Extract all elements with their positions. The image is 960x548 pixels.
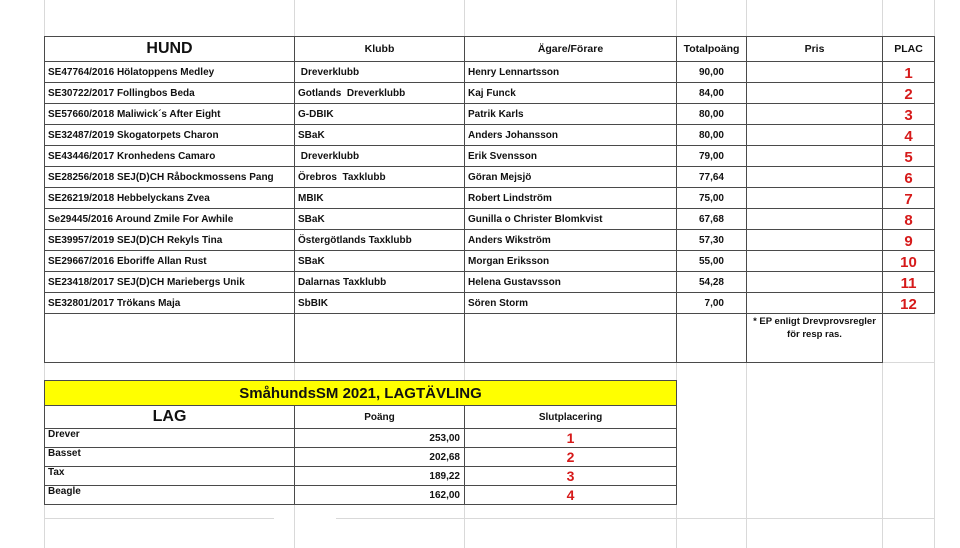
total-points: 80,00 — [677, 125, 747, 146]
empty-cell — [45, 314, 295, 363]
footer-row — [45, 314, 935, 363]
total-points: 84,00 — [677, 83, 747, 104]
placement: 4 — [883, 125, 935, 146]
placement: 2 — [883, 83, 935, 104]
col-header-pris: Pris — [747, 37, 883, 62]
placement: 6 — [883, 167, 935, 188]
table-row — [45, 209, 935, 230]
team-name: Drever — [45, 429, 295, 448]
prize-cell — [747, 188, 883, 209]
header-row — [45, 37, 935, 62]
placement: 1 — [883, 62, 935, 83]
team-points: 162,00 — [295, 486, 465, 505]
dog-name: SE28256/2018 SEJ(D)CH Råbockmossens Pang — [45, 167, 295, 188]
prize-cell — [747, 209, 883, 230]
team-placement: 4 — [465, 486, 677, 505]
dog-name: SE32801/2017 Trökans Maja — [45, 293, 295, 314]
prize-note: * EP enligt Drevprovsregler för resp ras. — [747, 314, 883, 363]
table-row — [45, 230, 935, 251]
placement: 12 — [883, 293, 935, 314]
empty-cell — [465, 314, 677, 363]
team-name: Tax — [45, 467, 295, 486]
col-header-slutplacering: Slutplacering — [465, 406, 677, 429]
placement: 3 — [883, 104, 935, 125]
club: SBaK — [295, 251, 465, 272]
owner: Helena Gustavsson — [465, 272, 677, 293]
col-header-plac: PLAC — [883, 37, 935, 62]
dog-name: SE47764/2016 Hölatoppens Medley — [45, 62, 295, 83]
total-points: 80,00 — [677, 104, 747, 125]
team-row — [45, 467, 677, 486]
table-row — [45, 251, 935, 272]
table-row — [45, 188, 935, 209]
table-row — [45, 272, 935, 293]
club: Gotlands Dreverklubb — [295, 83, 465, 104]
team-competition-title: SmåhundsSM 2021, LAGTÄVLING — [45, 381, 677, 406]
col-header-poang: Poäng — [295, 406, 465, 429]
team-placement: 2 — [465, 448, 677, 467]
dog-name: SE23418/2017 SEJ(D)CH Mariebergs Unik — [45, 272, 295, 293]
team-row — [45, 448, 677, 467]
club: MBIK — [295, 188, 465, 209]
table-row — [45, 104, 935, 125]
dog-name: Se29445/2016 Around Zmile For Awhile — [45, 209, 295, 230]
empty-cell — [883, 314, 935, 363]
team-name: Basset — [45, 448, 295, 467]
club: SbBIK — [295, 293, 465, 314]
col-header-totalpoang: Totalpoäng — [677, 37, 747, 62]
dog-name: SE57660/2018 Maliwick´s After Eight — [45, 104, 295, 125]
table-row — [45, 83, 935, 104]
dog-results-table — [44, 36, 935, 363]
prize-cell — [747, 125, 883, 146]
team-points: 189,22 — [295, 467, 465, 486]
prize-cell — [747, 251, 883, 272]
prize-cell — [747, 272, 883, 293]
placement: 7 — [883, 188, 935, 209]
prize-cell — [747, 293, 883, 314]
team-results-table — [44, 380, 677, 505]
team-name: Beagle — [45, 486, 295, 505]
club: Dreverklubb — [295, 146, 465, 167]
owner: Göran Mejsjö — [465, 167, 677, 188]
table-row — [45, 293, 935, 314]
owner: Patrik Karls — [465, 104, 677, 125]
col-header-hund: HUND — [45, 37, 295, 62]
owner: Anders Wikström — [465, 230, 677, 251]
total-points: 90,00 — [677, 62, 747, 83]
club: Dalarnas Taxklubb — [295, 272, 465, 293]
owner: Gunilla o Christer Blomkvist — [465, 209, 677, 230]
placement: 9 — [883, 230, 935, 251]
owner: Anders Johansson — [465, 125, 677, 146]
dog-name: SE29667/2016 Eboriffe Allan Rust — [45, 251, 295, 272]
team-points: 253,00 — [295, 429, 465, 448]
total-points: 75,00 — [677, 188, 747, 209]
dog-name: SE39957/2019 SEJ(D)CH Rekyls Tina — [45, 230, 295, 251]
total-points: 77,64 — [677, 167, 747, 188]
owner: Erik Svensson — [465, 146, 677, 167]
dog-name: SE32487/2019 Skogatorpets Charon — [45, 125, 295, 146]
prize-cell — [747, 167, 883, 188]
placement: 10 — [883, 251, 935, 272]
prize-cell — [747, 104, 883, 125]
team-placement: 1 — [465, 429, 677, 448]
prize-cell — [747, 230, 883, 251]
col-header-agare: Ägare/Förare — [465, 37, 677, 62]
dog-name: SE43446/2017 Kronhedens Camaro — [45, 146, 295, 167]
dog-name: SE26219/2018 Hebbelyckans Zvea — [45, 188, 295, 209]
prize-cell — [747, 146, 883, 167]
table-row — [45, 167, 935, 188]
total-points: 7,00 — [677, 293, 747, 314]
total-points: 57,30 — [677, 230, 747, 251]
empty-cell — [677, 314, 747, 363]
dog-name: SE30722/2017 Follingbos Beda — [45, 83, 295, 104]
placement: 8 — [883, 209, 935, 230]
team-header-row — [45, 406, 677, 429]
club: Dreverklubb — [295, 62, 465, 83]
placement: 5 — [883, 146, 935, 167]
total-points: 55,00 — [677, 251, 747, 272]
total-points: 54,28 — [677, 272, 747, 293]
owner: Sören Storm — [465, 293, 677, 314]
table-row — [45, 62, 935, 83]
prize-cell — [747, 83, 883, 104]
club: Örebros Taxklubb — [295, 167, 465, 188]
total-points: 79,00 — [677, 146, 747, 167]
club: Östergötlands Taxklubb — [295, 230, 465, 251]
club: SBaK — [295, 209, 465, 230]
empty-cell — [295, 314, 465, 363]
owner: Kaj Funck — [465, 83, 677, 104]
total-points: 67,68 — [677, 209, 747, 230]
owner: Robert Lindström — [465, 188, 677, 209]
team-row — [45, 429, 677, 448]
placement: 11 — [883, 272, 935, 293]
team-points: 202,68 — [295, 448, 465, 467]
owner: Morgan Eriksson — [465, 251, 677, 272]
team-row — [45, 486, 677, 505]
team-placement: 3 — [465, 467, 677, 486]
col-header-klubb: Klubb — [295, 37, 465, 62]
table-row — [45, 125, 935, 146]
table-row — [45, 146, 935, 167]
owner: Henry Lennartsson — [465, 62, 677, 83]
col-header-lag: LAG — [45, 406, 295, 429]
club: SBaK — [295, 125, 465, 146]
club: G-DBIK — [295, 104, 465, 125]
prize-cell — [747, 62, 883, 83]
